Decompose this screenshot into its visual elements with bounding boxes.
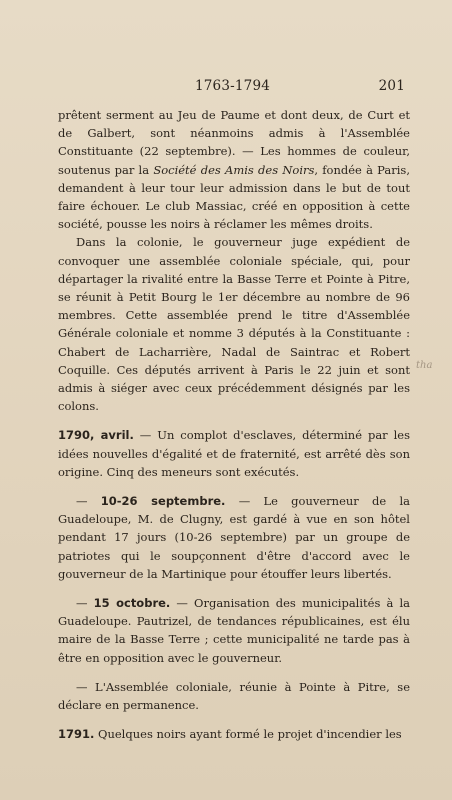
page-header	[60, 78, 405, 96]
entry-assemblee-permanence: — L'Assemblée coloniale, réunie à Pointe à Pitre, se déclare en permanence.	[58, 679, 410, 713]
entry-text: — Le gouverneur de la Guadeloupe, M. de Clugny, est gardé à vue en son hôtel pendant 17 jours (10-26 septembre) par un groupe de patriotes qui le soupçonnent d'être d'accord avec le gouverneur de la Martinique pour étouffer leurs libertés.	[58, 494, 411, 581]
running-head: 1763-1794	[194, 78, 271, 94]
page-number: 201	[378, 78, 405, 94]
entry-dash: —	[76, 494, 101, 509]
entry-1791	[58, 725, 410, 743]
margin-annotation: tha	[416, 360, 433, 371]
entry-15-octobre	[58, 594, 410, 667]
entry-text: — Organisation des municipalités à la Guadeloupe. Pautrizel, de tendances républicaines, est élu maire de la Basse Terre ; cette municipalité ne tarde pas à être en opposition avec le gouverneur.	[58, 596, 410, 665]
entry-text: Quelques noirs ayant formé le projet d'incendier les	[94, 727, 402, 742]
entry-date: 1791.	[58, 727, 95, 742]
paragraph-colony-assembly: Dans la colonie, le gouverneur juge expédient de convoquer une assemblée coloniale spéciale, qui, pour départager la rivalité entre la Basse Terre et Pointe à Pitre, se réunit à Petit Bourg le 1er décembre au nombre de 96 membres. Cette assemblée prend le titre d'Assemblée Générale coloniale et nomme 3 députés à la Constituante : Chabert de Lacharrière, Nadal de Saintrac et Robert Coquille. Ces députés arrivent à Paris le 22 juin et sont admis à siéger avec ceux précédemment désignés par les colons.	[58, 235, 410, 414]
paragraph-intro	[58, 106, 410, 233]
entry-date: 10-26 septembre.	[100, 494, 226, 509]
paragraph-intro-part-1: prêtent serment au Jeu de Paume et dont deux, de Curt et de Galbert, sont néanmoins admis à l'Assemblée Constituante (22 septembre). — Les hommes de couleur, soutenus par la	[58, 108, 410, 177]
entry-1790-avril	[58, 426, 410, 481]
entry-date: 1790, avril.	[58, 428, 134, 443]
entry-10-26-septembre	[58, 492, 410, 583]
body-text	[58, 106, 410, 744]
entry-date: 15 octobre.	[93, 596, 171, 611]
society-name: Société des Amis des Noirs	[153, 162, 315, 177]
paragraph-intro-part-2: , fondée à Paris, demandent à leur tour leur admission dans le but de tout faire échouer. Le club Massiac, créé en opposition à cette société, pousse les noirs à réclamer les mêmes droits.	[58, 162, 410, 232]
entry-text: — Un complot d'esclaves, déterminé par les idées nouvelles d'égalité et de fraternité, est arrêté dès son origine. Cinq des meneurs sont exécutés.	[58, 428, 411, 479]
entry-dash: —	[76, 596, 94, 611]
